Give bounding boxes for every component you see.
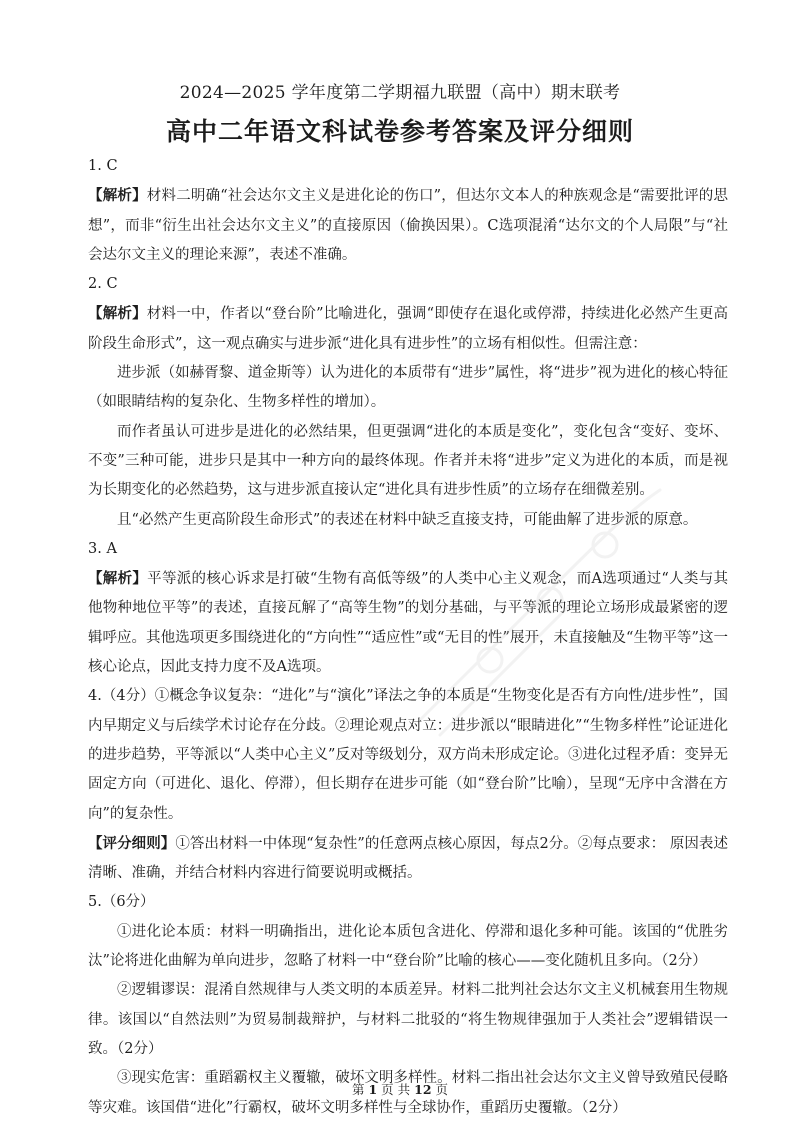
page-footer (0, 1080, 800, 1098)
q3-analysis-text: 平等派的核心诉求是打破“生物有高低等级”的人类中心主义观念，而A选项通过“人类与其他物种地位平等”的表述，直接瓦解了“高等生物”的划分基础，与平等派的理论立场形成最紧密的逻辑呼应。其他选项更多围绕进化的“方向性”“适应性”或“无目的性”展开，未直接触及“生物平等”这一核心论点，因此支持力度不及A选项。 (88, 571, 728, 676)
answer-body (88, 152, 728, 1123)
q5-point-2: ②逻辑谬误：混淆自然规律与人类文明的本质差异。材料二批判社会达尔文主义机械套用生物规律。该国以“自然法则”为贸易制裁辩护，与材料二批驳的“将生物规律强加于人类社会”逻辑错误一致。（2分） (88, 982, 728, 1057)
q4-grading-text: ①答出材料一中体现“复杂性”的任意两点核心原因，每点2分。②每点要求： 原因表述清晰、准确，并结合材料内容进行简要说明或概括。 (88, 835, 728, 882)
footer-middle: 页 共 (381, 1082, 411, 1097)
exam-subtitle: 2024—2025 学年度第二学期福九联盟（高中）期末联考 (179, 83, 621, 103)
q5-point-3: ③现实危害：重蹈霸权主义覆辙，破坏文明多样性。材料二指出社会达尔文主义曾导致殖民侵略等灾难。该国借“进化”行霸权，破坏文明多样性与全球协作，重蹈历史覆辙。（2分） (88, 1070, 728, 1116)
q2-analysis (88, 299, 728, 359)
q4-answer-text: ①概念争议复杂：“进化”与“演化”译法之争的本质是“生物变化是否有方向性/进步性”，国内早期定义与后续学术讨论存在分歧。②理论观点对立：进步派以“眼睛进化”“生物多样性”论证进化的进步趋势，平等派以“人类中心主义”反对等级划分，双方尚未形成定论。③进化过程矛盾：变异无固定方向（可进化、退化、停滞），但长期存在进步可能（如“登台阶”比喻），呈现“无序中含潜在方向”的复杂性。 (88, 688, 728, 822)
q4-grading (88, 829, 728, 889)
q2-analysis-text: 材料一中，作者以“登台阶”比喻进化，强调“即使存在退化或停滞，持续进化必然产生更高阶段生命形式”，这一观点确实与进步派“进化具有进步性”的立场有相似性。但需注意： (88, 306, 728, 352)
q1-analysis-text: 材料二明确“社会达尔文主义是进化论的伤口”，但达尔文本人的种族观念是“需要批评的思想”，而非“衍生出社会达尔文主义”的直接原因（偷换因果）。C选项混淆“达尔文的个人局限”与“社会达尔文主义的理论来源”，表述不准确。 (88, 188, 728, 263)
analysis-label: 【解析】 (88, 305, 147, 323)
analysis-label: 【解析】 (88, 187, 147, 205)
q2-number: 2. C (88, 276, 118, 293)
q5-number: 5.（6分） (88, 894, 155, 911)
q2-paragraph-3: 且“必然产生更高阶段生命形式”的表述在材料中缺乏直接支持，可能曲解了进步派的原意。 (117, 511, 698, 528)
analysis-label: 【解析】 (88, 570, 148, 588)
q3-number: 3. A (88, 540, 117, 557)
total-page-number: 12 (414, 1082, 432, 1097)
q3-analysis (88, 564, 728, 682)
q4-answer (88, 682, 728, 828)
grading-label: 【评分细则】 (88, 834, 176, 852)
current-page-number: 1 (368, 1082, 378, 1097)
footer-suffix: 页 (435, 1082, 449, 1097)
q2-paragraph-1: 进步派（如赫胥黎、道金斯等）认为进化的本质带有“进步”属性，将“进步”视为进化的核心特征（如眼睛结构的复杂化、生物多样性的增加）。 (88, 365, 728, 411)
footer-prefix: 第 (351, 1082, 365, 1097)
q2-paragraph-2: 而作者虽认可进步是进化的必然结果，但更强调“进化的本质是变化”，变化包含“变好、变坏、不变”三种可能，进步只是其中一种方向的最终体现。作者并未将“进步”定义为进化的本质，而是视为长期变化的必然趋势，这与进步派直接认定“进化具有进步性质”的立场存在细微差别。 (88, 423, 728, 499)
q5-point-1: ①进化论本质：材料一明确指出，进化论本质包含进化、停滞和退化多种可能。该国的“优胜劣汰”论将进化曲解为单向进步，忽略了材料一中“登台阶”比喻的核心——变化随机且多向。（2分） (88, 923, 728, 970)
page-title: 高中二年语文科试卷参考答案及评分细则 (165, 117, 634, 146)
q1-number: 1. C (88, 158, 118, 174)
q4-number: 4.（4分） (88, 688, 155, 705)
q1-analysis (88, 181, 728, 270)
